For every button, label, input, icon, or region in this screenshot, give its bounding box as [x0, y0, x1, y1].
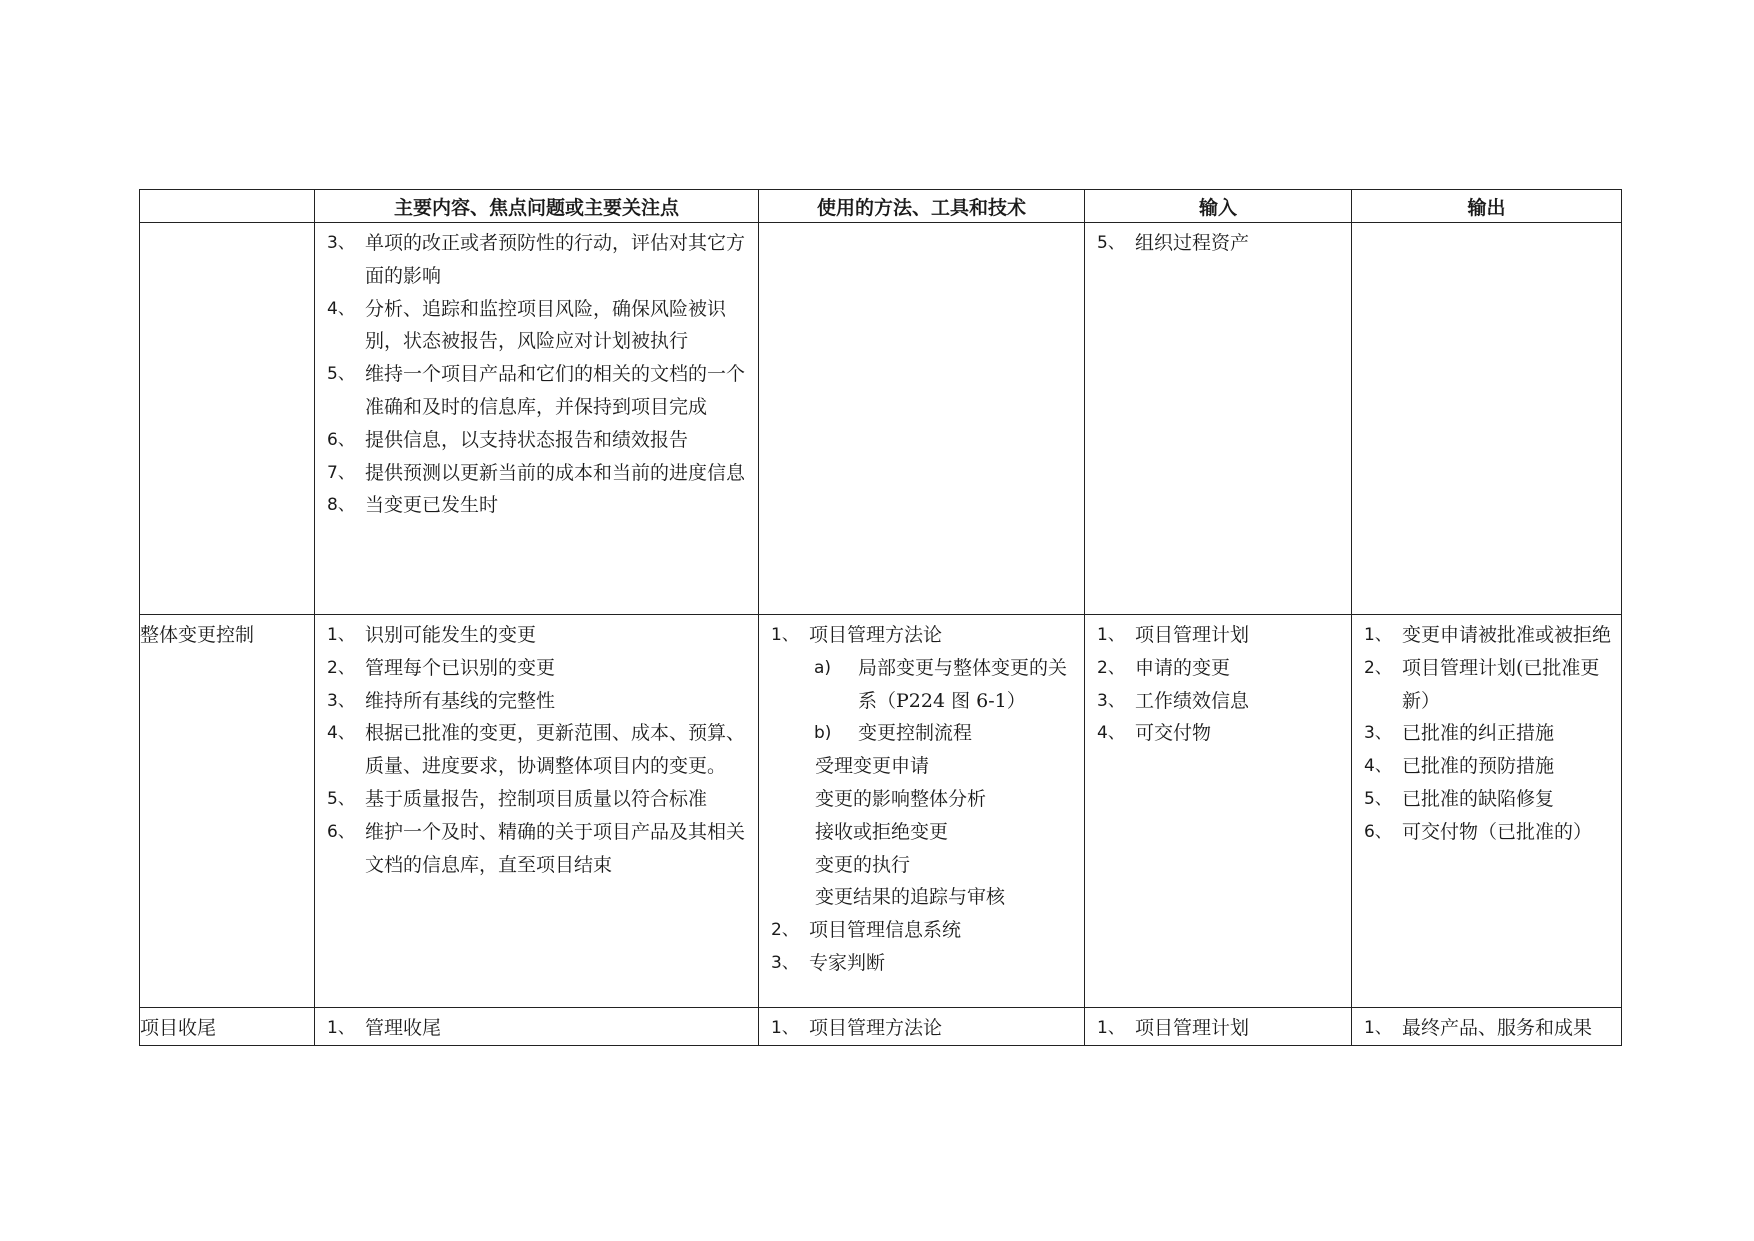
list-item: 6、 维护一个及时、精确的关于项目产品及其相关文档的信息库，直至项目结束: [327, 820, 746, 876]
list-item: 3、 工作绩效信息: [1097, 689, 1250, 712]
process-table: [139, 189, 1622, 1046]
list-item: 1、 变更申请被批准或被拒绝: [1364, 624, 1612, 646]
process-cell: [140, 1008, 315, 1046]
list-item: 1、 管理收尾: [327, 1017, 442, 1039]
list-item: 7、 提供预测以更新当前的成本和当前的进度信息: [327, 461, 746, 484]
list-item: 4、 分析、追踪和监控项目风险，确保风险被识别，状态被报告，风险应对计划被执行: [327, 297, 727, 353]
header-process: [140, 190, 315, 223]
list-item: 1、 项目管理方法论: [771, 624, 943, 646]
list-item: 1、 识别可能发生的变更: [327, 624, 537, 646]
list-item: 3、 专家判断: [771, 951, 886, 974]
methods-cell: [759, 615, 1085, 1008]
table-row: [140, 1008, 1622, 1046]
list-item: 1、 最终产品、服务和成果: [1364, 1017, 1593, 1039]
sub-list-item: b) 变更控制流程: [814, 722, 973, 745]
list-item: 2、 项目管理计划(已批准更新）: [1364, 656, 1600, 712]
list-item: 4、 已批准的预防措施: [1364, 755, 1555, 778]
list-item: 8、 当变更已发生时: [327, 494, 499, 517]
process-step: 受理变更申请: [815, 755, 930, 778]
list-item: 1、 项目管理计划: [1097, 1017, 1250, 1039]
methods-cell: [759, 1008, 1085, 1046]
inputs-cell: [1085, 223, 1352, 615]
header-methods: 使用的方法、工具和技术: [759, 190, 1085, 223]
process-step: 接收或拒绝变更: [815, 820, 949, 843]
process-name: 项目收尾: [140, 1017, 217, 1039]
outputs-cell: [1352, 615, 1622, 1008]
process-cell: [140, 223, 315, 615]
list-item: 2、 管理每个已识别的变更: [327, 656, 556, 679]
outputs-cell: [1352, 223, 1622, 615]
process-name: 整体变更控制: [140, 624, 255, 646]
header-content: 主要内容、焦点问题或主要关注点: [315, 190, 759, 223]
methods-cell: [759, 223, 1085, 615]
header-outputs: 输出: [1352, 190, 1622, 223]
table-row: [140, 615, 1622, 1008]
outputs-cell: [1352, 1008, 1622, 1046]
list-item: 5、 已批准的缺陷修复: [1364, 787, 1555, 810]
sub-list-item: a) 局部变更与整体变更的关系（P224 图 6-1）: [814, 656, 1068, 712]
header-inputs: 输入: [1085, 190, 1352, 223]
list-item: 1、 项目管理方法论: [771, 1017, 943, 1039]
table-row: [140, 223, 1622, 615]
process-step: 变更的影响整体分析: [815, 787, 987, 810]
content-cell: [315, 223, 759, 615]
list-item: 2、 项目管理信息系统: [771, 919, 962, 942]
list-item: 3、 维持所有基线的完整性: [327, 689, 556, 712]
process-cell: [140, 615, 315, 1008]
process-step: 变更结果的追踪与审核: [815, 886, 1006, 909]
list-item: 6、 可交付物（已批准的）: [1364, 820, 1593, 843]
list-item: 5、 组织过程资产: [1097, 232, 1250, 254]
list-item: 3、 单项的改正或者预防性的行动，评估对其它方面的影响: [327, 232, 746, 287]
list-item: 5、 基于质量报告，控制项目质量以符合标准: [327, 787, 708, 810]
list-item: 2、 申请的变更: [1097, 656, 1231, 679]
process-step: 变更的执行: [815, 853, 911, 876]
list-item: 4、 根据已批准的变更，更新范围、成本、预算、质量、进度要求，协调整体项目内的变更。: [327, 722, 746, 778]
content-cell: [315, 615, 759, 1008]
list-item: 6、 提供信息，以支持状态报告和绩效报告: [327, 428, 689, 451]
list-item: 5、 维持一个项目产品和它们的相关的文档的一个准确和及时的信息库，并保持到项目完成: [327, 363, 746, 418]
inputs-cell: [1085, 1008, 1352, 1046]
inputs-cell: [1085, 615, 1352, 1008]
content-cell: [315, 1008, 759, 1046]
process-name: [140, 223, 314, 227]
list-item: 3、 已批准的纠正措施: [1364, 722, 1555, 745]
list-item: 4、 可交付物: [1097, 722, 1212, 745]
list-item: 1、 项目管理计划: [1097, 624, 1250, 646]
header-row: [140, 190, 1622, 223]
